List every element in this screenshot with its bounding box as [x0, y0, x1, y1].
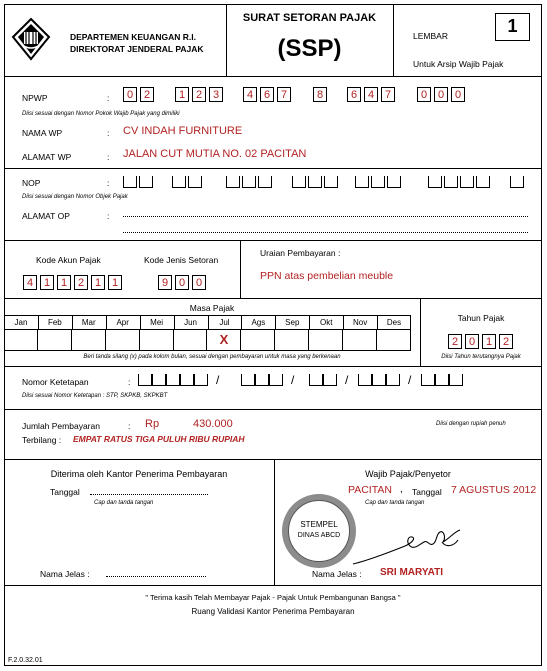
account-code-digit[interactable]: 1 — [40, 275, 54, 290]
npwp-digit-box[interactable]: 7 — [381, 87, 395, 102]
object-address-label: ALAMAT OP — [22, 211, 70, 221]
npwp-digit-box[interactable]: 8 — [313, 87, 327, 102]
nop-digit-box[interactable] — [172, 176, 186, 188]
month-label-jul: Jul — [219, 318, 230, 327]
month-checkbox-nov[interactable] — [343, 329, 377, 351]
directorate-line: DIREKTORAT JENDERAL PAJAK — [70, 44, 204, 54]
nop-digit-box[interactable] — [371, 176, 385, 188]
validation-area-label: Ruang Validasi Kantor Penerima Pembayaran — [191, 607, 355, 616]
npwp-digit-box[interactable]: 7 — [277, 87, 291, 102]
npwp-digit-box[interactable]: 1 — [175, 87, 189, 102]
npwp-digit-box[interactable]: 0 — [123, 87, 137, 102]
month-checkbox-apr[interactable] — [106, 329, 140, 351]
month-label-mar: Mar — [81, 318, 96, 327]
assessment-digit-box[interactable] — [323, 374, 337, 386]
payer-stamp-note: Cap dan tanda tangan — [365, 500, 425, 506]
object-bottom-line — [4, 240, 542, 241]
account-code-label: Kode Akun Pajak — [36, 255, 101, 265]
payment-bottom-line — [4, 459, 542, 460]
assessment-digit-box[interactable] — [194, 374, 208, 386]
month-label-jun: Jun — [184, 318, 197, 327]
npwp-digit-box[interactable]: 2 — [192, 87, 206, 102]
nop-digit-box[interactable] — [460, 176, 474, 188]
month-checkbox-ags[interactable] — [241, 329, 275, 351]
description-label: Uraian Pembayaran : — [260, 248, 341, 258]
assessment-digit-box[interactable] — [358, 374, 372, 386]
receiver-title: Diterima oleh Kantor Penerima Pembayaran — [50, 469, 228, 479]
month-checkbox-mar[interactable] — [72, 329, 106, 351]
receiver-name-label: Nama Jelas : — [40, 569, 90, 579]
form-title-abbr: (SSP) — [277, 35, 342, 62]
ministry-line: DEPARTEMEN KEUANGAN R.I. — [70, 32, 196, 42]
npwp-label: NPWP — [22, 93, 48, 103]
stamp-inner — [288, 500, 350, 562]
taxpayer-name-label: NAMA WP — [22, 128, 63, 138]
receiver-date-label: Tanggal — [50, 487, 80, 497]
nop-note: Diisi sesuai dengan Nomor Objek Pajak — [22, 194, 128, 200]
ministry-name — [70, 31, 204, 55]
assessment-digit-box[interactable] — [386, 374, 400, 386]
assessment-digit-box[interactable] — [372, 374, 386, 386]
taxpayer-address-value[interactable]: JALAN CUT MUTIA NO. 02 PACITAN — [123, 148, 307, 160]
amount-label: Jumlah Pembayaran — [22, 421, 100, 431]
month-label-des: Des — [386, 318, 402, 327]
npwp-digit-box[interactable]: 4 — [364, 87, 378, 102]
nop-digit-box[interactable] — [510, 176, 524, 188]
npwp-colon: : — [107, 93, 110, 103]
codes-bottom-line — [4, 298, 542, 299]
assessment-digit-box[interactable] — [435, 374, 449, 386]
payer-title: Wajib Pajak/Penyetor — [365, 469, 451, 479]
assessment-digit-box[interactable] — [255, 374, 269, 386]
assessment-digit-box[interactable] — [421, 374, 435, 386]
month-label-sep: Sep — [285, 318, 300, 327]
receiver-stamp-note: Cap dan tanda tangan — [94, 500, 154, 506]
object-address-colon: : — [107, 211, 110, 221]
signature-icon — [350, 520, 465, 570]
month-checkbox-okt[interactable] — [309, 329, 343, 351]
period-note: Beri tanda silang (x) pada kolom bulan, sesuai dengan pembayaran untuk masa yang berkenaan — [83, 354, 341, 360]
form-title: SURAT SETORAN PAJAK — [242, 12, 377, 24]
assessment-separator: / — [408, 373, 412, 387]
month-checkbox-jul[interactable]: X — [208, 329, 242, 351]
assessment-digit-box[interactable] — [138, 374, 152, 386]
month-checkbox-sep[interactable] — [275, 329, 309, 351]
nop-digit-box[interactable] — [428, 176, 442, 188]
nop-digit-box[interactable] — [226, 176, 240, 188]
amount-note: Diisi dengan rupiah penuh — [436, 421, 506, 427]
currency: Rp — [145, 418, 160, 430]
tax-year-digit[interactable]: 2 — [448, 334, 462, 349]
receiver-name-field[interactable] — [106, 576, 206, 577]
tax-year-note: Diisi Tahun terutangnya Pajak — [441, 354, 521, 360]
object-address-line-1[interactable] — [123, 216, 528, 217]
tax-year-label: Tahun Pajak — [457, 313, 505, 323]
assessment-label: Nomor Ketetapan — [22, 377, 89, 387]
tax-year-digit[interactable]: 2 — [499, 334, 513, 349]
nop-digit-box[interactable] — [292, 176, 306, 188]
assessment-digit-box[interactable] — [241, 374, 255, 386]
deposit-code-label: Kode Jenis Setoran — [144, 255, 219, 265]
account-code-digit[interactable]: 1 — [108, 275, 122, 290]
taxpayer-name-value[interactable]: CV INDAH FURNITURE — [123, 125, 243, 137]
month-checkbox-jan[interactable] — [4, 329, 38, 351]
tax-year-digit[interactable]: 1 — [482, 334, 496, 349]
nop-digit-box[interactable] — [355, 176, 369, 188]
codes-divider — [240, 240, 241, 298]
sheet-number: 1 — [495, 13, 530, 41]
deposit-code-digit[interactable]: 9 — [158, 275, 172, 290]
month-label-feb: Feb — [47, 318, 62, 327]
month-label-apr: Apr — [116, 318, 129, 327]
assessment-separator: / — [291, 373, 295, 387]
month-checkbox-feb[interactable] — [38, 329, 72, 351]
month-label-okt: Okt — [319, 318, 333, 327]
amount-words-value[interactable]: EMPAT RATUS TIGA PULUH RIBU RUPIAH — [73, 434, 245, 444]
payer-date-value[interactable]: 7 AGUSTUS 2012 — [451, 484, 537, 496]
month-label-ags: Ags — [251, 318, 266, 327]
npwp-note: Diisi sesuai dengan Nomor Pokok Wajib Pajak yang dimiliki — [22, 111, 180, 117]
amount-value[interactable]: 430.000 — [193, 418, 233, 430]
form-code: F.2.0.32.01 — [8, 657, 43, 664]
npwp-digit-box[interactable]: 4 — [243, 87, 257, 102]
npwp-digit-box[interactable]: 6 — [260, 87, 274, 102]
stamp-text-2: DINAS ABCD — [297, 532, 341, 539]
period-bottom-line — [4, 366, 542, 367]
nop-digit-box[interactable] — [476, 176, 490, 188]
tax-period-title: Masa Pajak — [189, 303, 235, 313]
receiver-date-field[interactable] — [90, 494, 208, 495]
npwp-digit-box[interactable]: 3 — [209, 87, 223, 102]
header-divider-2 — [393, 4, 394, 76]
taxpayer-bottom-line — [4, 168, 542, 169]
deposit-code-digit[interactable]: 0 — [175, 275, 189, 290]
taxpayer-address-label: ALAMAT WP — [22, 152, 72, 162]
assessment-note: Diisi sesuai Nomor Ketetapan : STP, SKPKB, SKPKBT — [22, 393, 168, 399]
month-label-mei: Mei — [150, 318, 164, 327]
nop-digit-box[interactable] — [123, 176, 137, 188]
npwp-digit-box[interactable]: 2 — [140, 87, 154, 102]
stamp-text-1: STEMPEL — [300, 520, 338, 529]
account-code-digit[interactable]: 1 — [91, 275, 105, 290]
month-checkbox-mei[interactable] — [140, 329, 174, 351]
thanks-message: " Terima kasih Telah Membayar Pajak - Pajak Untuk Pembangunan Bangsa " — [145, 593, 401, 602]
payer-name-label: Nama Jelas : — [312, 569, 362, 579]
nop-digit-box[interactable] — [444, 176, 458, 188]
npwp-digit-box[interactable]: 6 — [347, 87, 361, 102]
taxpayer-address-colon: : — [107, 152, 110, 162]
nop-digit-box[interactable] — [308, 176, 322, 188]
sheet-label: LEMBAR — [413, 31, 448, 41]
ministry-logo — [11, 17, 51, 61]
nop-digit-box[interactable] — [258, 176, 272, 188]
assessment-digit-box[interactable] — [180, 374, 194, 386]
npwp-digit-box[interactable]: 0 — [434, 87, 448, 102]
month-label-nov: Nov — [352, 318, 368, 327]
npwp-digit-box[interactable]: 0 — [451, 87, 465, 102]
assessment-separator: / — [216, 373, 220, 387]
object-address-line-2[interactable] — [123, 232, 528, 233]
assessment-separator: / — [345, 373, 349, 387]
signature-bottom-line — [4, 585, 542, 586]
assessment-digit-box[interactable] — [309, 374, 323, 386]
taxpayer-name-colon: : — [107, 128, 110, 138]
month-checkbox-jun[interactable] — [174, 329, 208, 351]
npwp-digit-box[interactable]: 0 — [417, 87, 431, 102]
assessment-digit-box[interactable] — [152, 374, 166, 386]
month-checkbox-des[interactable] — [377, 329, 411, 351]
nop-digit-box[interactable] — [242, 176, 256, 188]
account-code-digit[interactable]: 4 — [23, 275, 37, 290]
description-value[interactable]: PPN atas pembelian meuble — [260, 270, 394, 282]
nop-label: NOP — [22, 178, 41, 188]
assessment-colon: : — [128, 377, 131, 387]
assessment-digit-box[interactable] — [269, 374, 283, 386]
account-code-digit[interactable]: 2 — [74, 275, 88, 290]
assessment-digit-box[interactable] — [166, 374, 180, 386]
amount-colon: : — [128, 421, 131, 431]
sheet-purpose: Untuk Arsip Wajib Pajak — [413, 59, 504, 69]
nop-colon: : — [107, 178, 110, 188]
payer-comma: , — [400, 484, 403, 495]
assessment-digit-box[interactable] — [449, 374, 463, 386]
nop-digit-box[interactable] — [139, 176, 153, 188]
account-code-digit[interactable]: 1 — [57, 275, 71, 290]
payer-city: PACITAN — [348, 484, 392, 496]
payer-date-label: Tanggal — [412, 487, 442, 497]
amount-words-label: Terbilang : — [22, 435, 62, 445]
nop-digit-box[interactable] — [387, 176, 401, 188]
deposit-code-digit[interactable]: 0 — [192, 275, 206, 290]
official-stamp — [282, 494, 356, 568]
header-bottom-line — [4, 76, 542, 77]
nop-digit-box[interactable] — [324, 176, 338, 188]
tax-year-digit[interactable]: 0 — [465, 334, 479, 349]
garuda-logo-icon — [11, 17, 51, 61]
payer-name-value[interactable]: SRI MARYATI — [380, 567, 443, 578]
assessment-bottom-line — [4, 409, 542, 410]
month-label-jan: Jan — [14, 318, 28, 327]
nop-digit-box[interactable] — [188, 176, 202, 188]
